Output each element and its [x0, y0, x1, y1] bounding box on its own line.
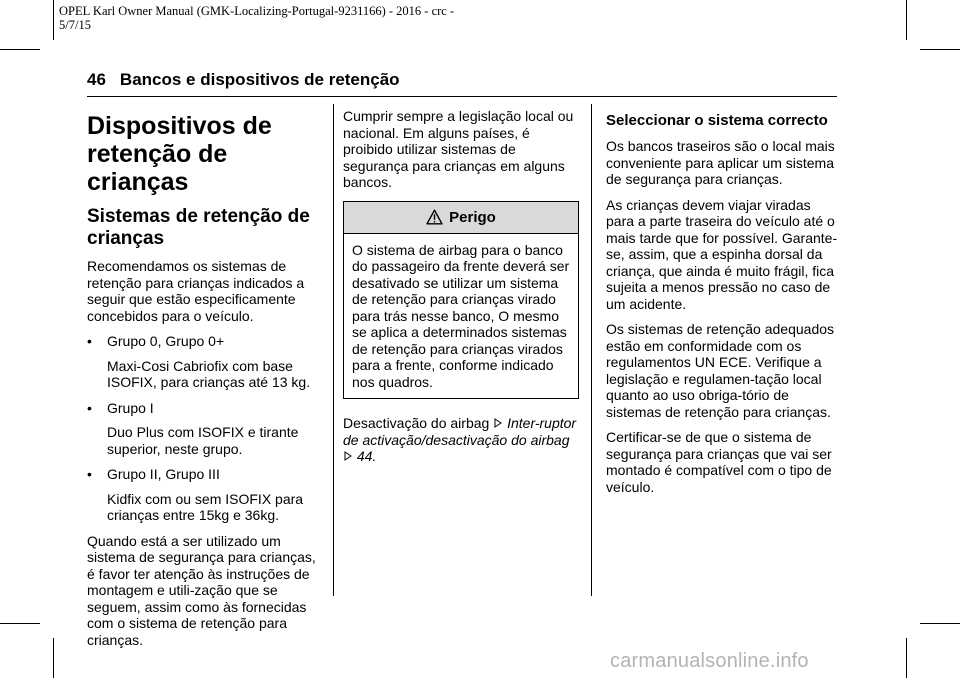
danger-text: O sistema de airbag para o banco do passageiro da frente deverá ser desativado se utilizar um sistema de retenção para crianças virado para trás nesse banco, O mesmo se aplica a determinados sistemas de retenção para crianças virados para a frente, conforme indicado nos quadros. — [352, 241, 570, 390]
header-rule — [87, 96, 837, 97]
intro-paragraph: Recomendamos os sistemas de retenção para crianças indicados a seguir que estão especificamente concebidos para o veículo. — [87, 258, 305, 324]
document-header — [59, 4, 499, 32]
watermark: carmanualsonline.info — [610, 650, 809, 672]
list-item-label: Grupo 0, Grupo 0+ — [107, 333, 225, 349]
paragraph: Certificar-se de que o sistema de segurança para crianças que vai ser montado é compatível com o tipo de veículo. — [606, 429, 832, 495]
crop-mark — [906, 0, 907, 40]
chapter-title: Dispositivos de retenção de crianças — [87, 112, 272, 196]
column-left — [87, 112, 323, 657]
paragraph: Os bancos traseiros são o local mais conveniente para aplicar um sistema de segurança para crianças. — [606, 138, 835, 187]
crop-mark — [53, 0, 54, 40]
xref-link[interactable]: Inter-ruptor de activação/desactivação do airbag — [343, 415, 577, 448]
list-item — [87, 400, 323, 417]
xref-page[interactable]: 44. — [356, 448, 377, 464]
paragraph: Os sistemas de retenção adequados estão em conformidade com os regulamentos UN ECE. Verifique a legislação e regulamen-tação local quanto ao uso obriga-tório de sistemas de retenção para crianças. — [606, 321, 835, 420]
xref-text: Desactivação do airbag — [343, 415, 490, 431]
outro-paragraph: Quando está a ser utilizado um sistema de segurança para crianças, é favor ter atenção às instruções de montagem e utili-zação que se seguem, assim como às fornecidas com o sistema de retenção para crianças. — [87, 532, 316, 648]
list-item-detail: Maxi-Cosi Cabriofix com base ISOFIX, para crianças até 13 kg. — [107, 357, 311, 390]
cross-reference — [343, 415, 579, 465]
danger-title: Perigo — [449, 208, 496, 226]
crop-mark — [920, 49, 960, 50]
crop-mark — [920, 623, 960, 624]
crop-mark — [906, 638, 907, 678]
section-title: Bancos e dispositivos de retenção — [119, 70, 400, 89]
page-heading — [87, 70, 400, 90]
crop-mark — [0, 623, 40, 624]
danger-box — [343, 201, 579, 400]
danger-header — [344, 202, 578, 234]
arrow-right-icon — [343, 451, 353, 461]
section-heading: Seleccionar o sistema correcto — [606, 112, 828, 129]
document-title: OPEL Karl Owner Manual (GMK-Localizing-Portugal-9231166) - 2016 - crc - — [59, 4, 455, 18]
list-item-label: Grupo I — [107, 399, 154, 416]
section-heading: Sistemas de retenção de crianças — [87, 206, 310, 249]
list-item — [87, 333, 323, 350]
document-date: 5/7/15 — [59, 18, 91, 32]
crop-mark — [53, 638, 54, 678]
arrow-right-icon — [493, 418, 503, 428]
intro-paragraph: Cumprir sempre a legislação local ou nacional. Em alguns países, é proibido utilizar sistemas de segurança para crianças em alguns bancos. — [343, 108, 574, 190]
column-middle — [343, 108, 579, 474]
column-right — [606, 112, 842, 504]
list-item-detail: Kidfix com ou sem ISOFIX para crianças entre 15kg e 36kg. — [107, 490, 304, 523]
crop-mark — [0, 49, 40, 50]
bullet-icon: • — [87, 466, 92, 482]
warning-triangle-icon — [426, 209, 443, 225]
page-number: 46 — [87, 70, 106, 89]
list-item-detail: Duo Plus com ISOFIX e tirante superior, neste grupo. — [107, 424, 299, 457]
paragraph: As crianças devem viajar viradas para a parte traseira do veículo até o mais tarde que for possível. Garante-se, assim, que a espinha dorsal da criança, que ainda é muito frágil, fica sujeita a menos pressão no caso de um acidente. — [606, 196, 838, 312]
column-divider — [333, 104, 334, 596]
bullet-icon: • — [87, 333, 92, 349]
list-item — [87, 466, 323, 483]
list-item-label: Grupo II, Grupo III — [107, 466, 220, 482]
column-divider — [591, 104, 592, 596]
bullet-icon: • — [87, 399, 92, 416]
